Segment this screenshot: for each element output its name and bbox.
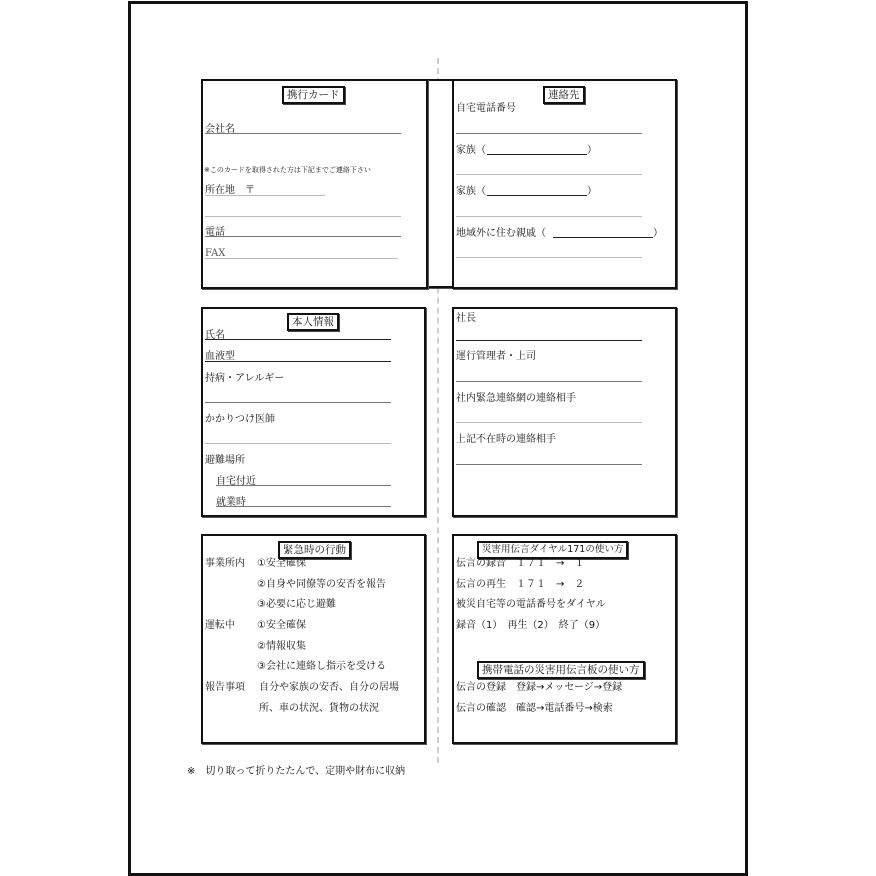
- carry-card-title: 携行カード: [282, 86, 345, 104]
- family2-label: 家族（: [456, 186, 486, 197]
- relative-field[interactable]: [456, 257, 642, 258]
- dial171-line: 伝言の録音 １７１ → １: [456, 558, 585, 569]
- home-phone-label: 自宅電話番号: [456, 103, 516, 114]
- action-category: 事業所内: [205, 558, 245, 569]
- dial171-line: 伝言の再生 １７１ → ２: [456, 579, 585, 590]
- president-field[interactable]: [456, 340, 642, 341]
- company-field[interactable]: [205, 133, 401, 134]
- family1-field[interactable]: [456, 174, 642, 175]
- president-label: 社長: [456, 313, 476, 324]
- phone-field[interactable]: [205, 236, 401, 237]
- action-item: ③必要に応じ避難: [257, 599, 336, 610]
- doctor-field[interactable]: [205, 443, 391, 444]
- network-field[interactable]: [456, 422, 642, 423]
- evac-home-field[interactable]: [216, 485, 391, 486]
- mobile-board-title: 携帯電話の災害用伝言板の使い方: [477, 661, 645, 679]
- backup-label: 上記不在時の連絡相手: [456, 434, 556, 445]
- address-field[interactable]: [205, 195, 325, 196]
- family2-name-field[interactable]: [487, 195, 587, 196]
- action-item: 自分や家族の安否、自分の居場: [259, 682, 399, 693]
- manager-label: 運行管理者・上司: [456, 351, 536, 362]
- company-label: 会社名: [205, 124, 235, 135]
- address-label: 所在地 〒: [205, 185, 255, 196]
- name-label: 氏名: [205, 330, 225, 341]
- action-item: ②情報収集: [257, 641, 306, 652]
- notice-text: ※このカードを取得された方は下記までご連絡下さい: [204, 166, 371, 174]
- family1-close: ）: [587, 145, 597, 156]
- fax-field[interactable]: [205, 258, 398, 259]
- family2-field[interactable]: [456, 216, 642, 217]
- address-field-2[interactable]: [205, 216, 401, 217]
- blood-type-field[interactable]: [205, 361, 391, 362]
- allergy-field[interactable]: [205, 402, 391, 403]
- doctor-label: かかりつけ医師: [205, 414, 275, 425]
- action-item: ①安全確保: [257, 620, 306, 631]
- home-phone-field[interactable]: [456, 133, 642, 134]
- dial171-line: 録音（1） 再生（2） 終了（9）: [456, 620, 606, 631]
- dial171-title: 災害用伝言ダイヤル171の使い方: [477, 541, 628, 559]
- personal-info-title: 本人情報: [287, 313, 339, 331]
- fax-label: FAX: [205, 248, 226, 259]
- mobile-board-line: 伝言の登録 登録→メッセージ→登録: [456, 682, 623, 693]
- action-category: 運転中: [205, 620, 235, 631]
- mobile-board-line: 伝言の確認 確認→電話番号→検索: [456, 703, 613, 714]
- relative-label: 地域外に住む親戚（: [456, 228, 546, 239]
- action-item: ②自身や同僚等の安否を報告: [257, 579, 386, 590]
- evac-home-label: 自宅付近: [216, 476, 256, 487]
- dial171-line: 被災自宅等の電話番号をダイヤル: [456, 599, 606, 610]
- family2-close: ）: [587, 186, 597, 197]
- relative-name-field[interactable]: [553, 237, 653, 238]
- contacts-card-title: 連絡先: [543, 86, 585, 104]
- network-label: 社内緊急連絡網の連絡相手: [456, 393, 576, 404]
- action-item: ③会社に連絡し指示を受ける: [257, 661, 386, 672]
- family1-name-field[interactable]: [487, 154, 587, 155]
- family1-label: 家族（: [456, 145, 486, 156]
- internal-contacts-card: [452, 307, 677, 517]
- action-item: ①安全確保: [257, 558, 306, 569]
- action-item: 所、車の状況、貨物の状況: [259, 703, 379, 714]
- emergency-actions-title: 緊急時の行動: [278, 541, 351, 559]
- allergy-label: 持病・アレルギー: [205, 373, 285, 384]
- evac-work-field[interactable]: [216, 506, 391, 507]
- action-category: 報告事項: [205, 682, 245, 693]
- evac-work-label: 就業時: [216, 497, 246, 508]
- evacuation-label: 避難場所: [205, 455, 245, 466]
- relative-close: ）: [653, 228, 663, 239]
- phone-label: 電話: [205, 227, 225, 238]
- name-field[interactable]: [205, 339, 391, 340]
- footer-note: ※ 切り取って折りたたんで、定期や財布に収納: [187, 766, 406, 777]
- manager-field[interactable]: [456, 381, 642, 382]
- backup-field[interactable]: [456, 464, 642, 465]
- blood-type-label: 血液型: [205, 351, 235, 362]
